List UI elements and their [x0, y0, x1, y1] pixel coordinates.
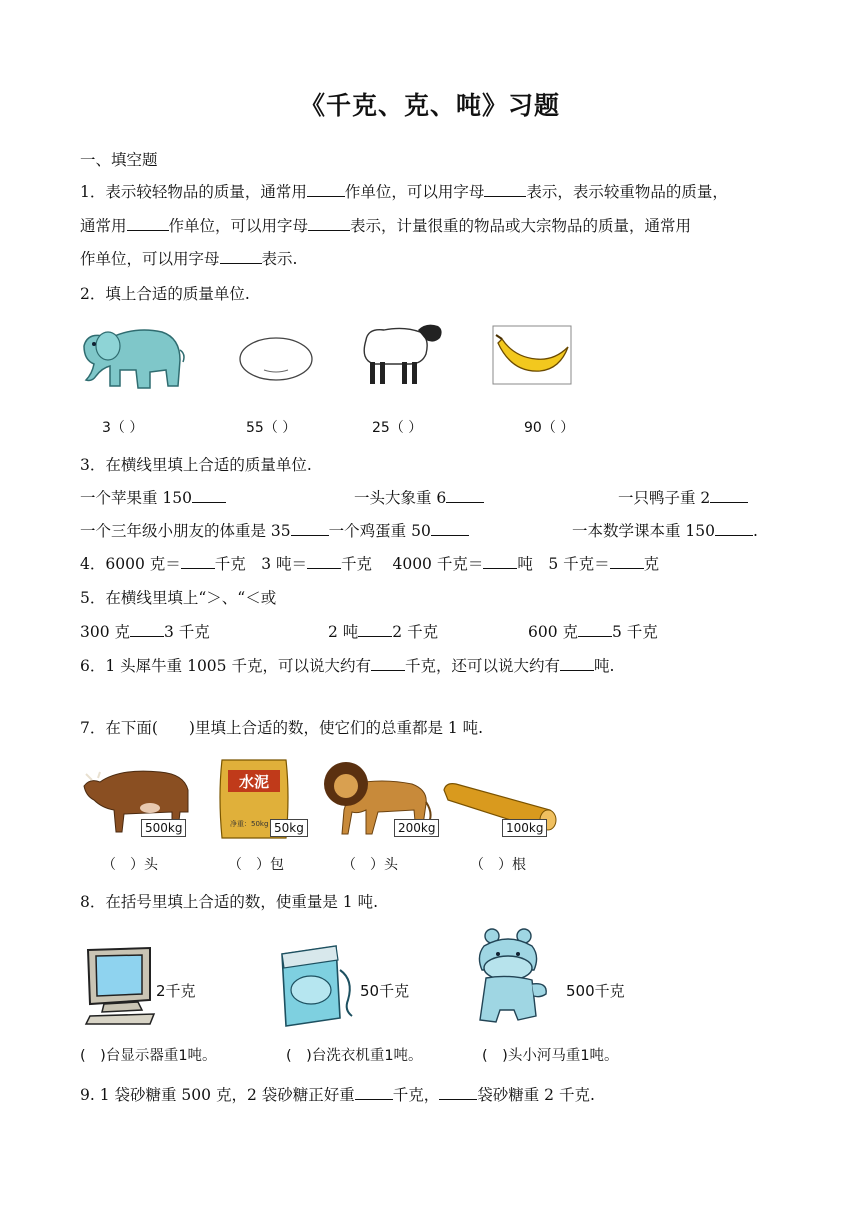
weight-tag: 100kg — [502, 819, 547, 837]
q3-item: 一个苹果重 150 — [80, 486, 226, 508]
answer-blank[interactable] — [130, 622, 164, 637]
q7-label: （ ）根 — [470, 857, 526, 873]
answer-blank[interactable] — [610, 554, 644, 569]
answer-blank[interactable] — [358, 622, 392, 637]
q5-item: 300 克 3 千克 — [80, 623, 210, 641]
weight-tag: 500kg — [141, 819, 186, 837]
answer-blank[interactable] — [371, 656, 405, 671]
q3-item: 一个三年级小朋友的体重是 35 一个鸡蛋重 50 — [80, 519, 469, 541]
answer-blank[interactable] — [355, 1085, 393, 1100]
answer-blank[interactable] — [483, 554, 517, 569]
q8-label: ( )台显示器重1吨。 — [80, 1048, 217, 1064]
q2-label: 3（ ） — [102, 420, 144, 436]
question-8-text: 8．在括号里填上合适的数，使重量是 1 吨. — [80, 893, 379, 911]
answer-blank[interactable] — [220, 249, 262, 264]
washing-machine-icon — [278, 940, 360, 1028]
bag-net-weight: 净重：50kg — [230, 820, 269, 828]
answer-blank[interactable] — [484, 182, 526, 197]
banana-icon — [492, 325, 572, 385]
question-3-text: 3．在横线里填上合适的质量单位. — [80, 456, 312, 474]
elephant-icon — [80, 320, 186, 394]
page-title: 《千克、克、吨》习题 — [299, 91, 560, 120]
question-5-text: 5．在横线里填上“＞、“＜或 — [80, 589, 277, 607]
question-1-line-1: 1．表示较轻物品的质量，通常用 作单位，可以用字母 表示，表示较重物品的质量， — [80, 183, 728, 201]
section-heading: 一、填空题 — [80, 151, 158, 169]
answer-blank[interactable] — [291, 521, 329, 536]
answer-blank[interactable] — [710, 488, 748, 503]
q3-item: 一头大象重 6 — [354, 486, 484, 508]
weight-text: 50千克 — [360, 982, 410, 1000]
answer-blank[interactable] — [715, 521, 753, 536]
q2-label: 25（ ） — [372, 420, 423, 436]
q7-label: （ ）头 — [342, 857, 398, 873]
answer-blank[interactable] — [192, 488, 226, 503]
question-1-line-3: 作单位，可以用字母 表示. — [80, 250, 298, 268]
question-2-text: 2．填上合适的质量单位. — [80, 285, 250, 303]
q3-item: 一本数学课本重 150 . — [572, 522, 758, 540]
answer-blank[interactable] — [127, 216, 169, 231]
weight-tag: 50kg — [270, 819, 308, 837]
question-6: 6．1 头犀牛重 1005 千克，可以说大约有 千克，还可以说大约有 吨. — [80, 657, 615, 675]
monitor-icon — [84, 944, 158, 1026]
answer-blank[interactable] — [560, 656, 594, 671]
q8-label: ( )台洗衣机重1吨。 — [286, 1048, 423, 1064]
answer-blank[interactable] — [446, 488, 484, 503]
answer-blank[interactable] — [439, 1085, 477, 1100]
hippo-icon — [474, 926, 550, 1028]
q7-label: （ ）包 — [228, 857, 284, 873]
weight-text: 2千克 — [156, 982, 196, 1000]
answer-blank[interactable] — [308, 216, 350, 231]
q8-label: ( )头小河马重1吨。 — [482, 1048, 619, 1064]
answer-blank[interactable] — [578, 622, 612, 637]
q2-label: 90（ ） — [524, 420, 575, 436]
weight-text: 500千克 — [566, 982, 625, 1000]
answer-blank[interactable] — [307, 554, 341, 569]
q3-item: 一只鸭子重 2 — [618, 486, 748, 508]
q7-label: （ ）头 — [102, 857, 158, 873]
bag-label: 水泥 — [238, 773, 270, 791]
question-1-line-2: 通常用 作单位，可以用字母 表示，计量很重的物品或大宗物品的质量，通常用 — [80, 217, 692, 235]
q5-item: 600 克 5 千克 — [528, 623, 658, 641]
question-4: 4．6000 克＝ 千克 3 吨＝ 千克 4000 千克＝ 吨 5 千克＝ 克 — [80, 555, 660, 573]
sheep-icon — [354, 318, 446, 390]
egg-icon — [236, 334, 316, 384]
question-7-text: 7．在下面( )里填上合适的数，使它们的总重都是 1 吨. — [80, 719, 484, 737]
question-9: 9. 1 袋砂糖重 500 克，2 袋砂糖正好重 千克， 袋砂糖重 2 千克. — [80, 1086, 595, 1104]
answer-blank[interactable] — [181, 554, 215, 569]
q2-label: 55（ ） — [246, 420, 297, 436]
q5-item: 2 吨 2 千克 — [328, 623, 439, 641]
answer-blank[interactable] — [431, 521, 469, 536]
answer-blank[interactable] — [307, 182, 345, 197]
weight-tag: 200kg — [394, 819, 439, 837]
